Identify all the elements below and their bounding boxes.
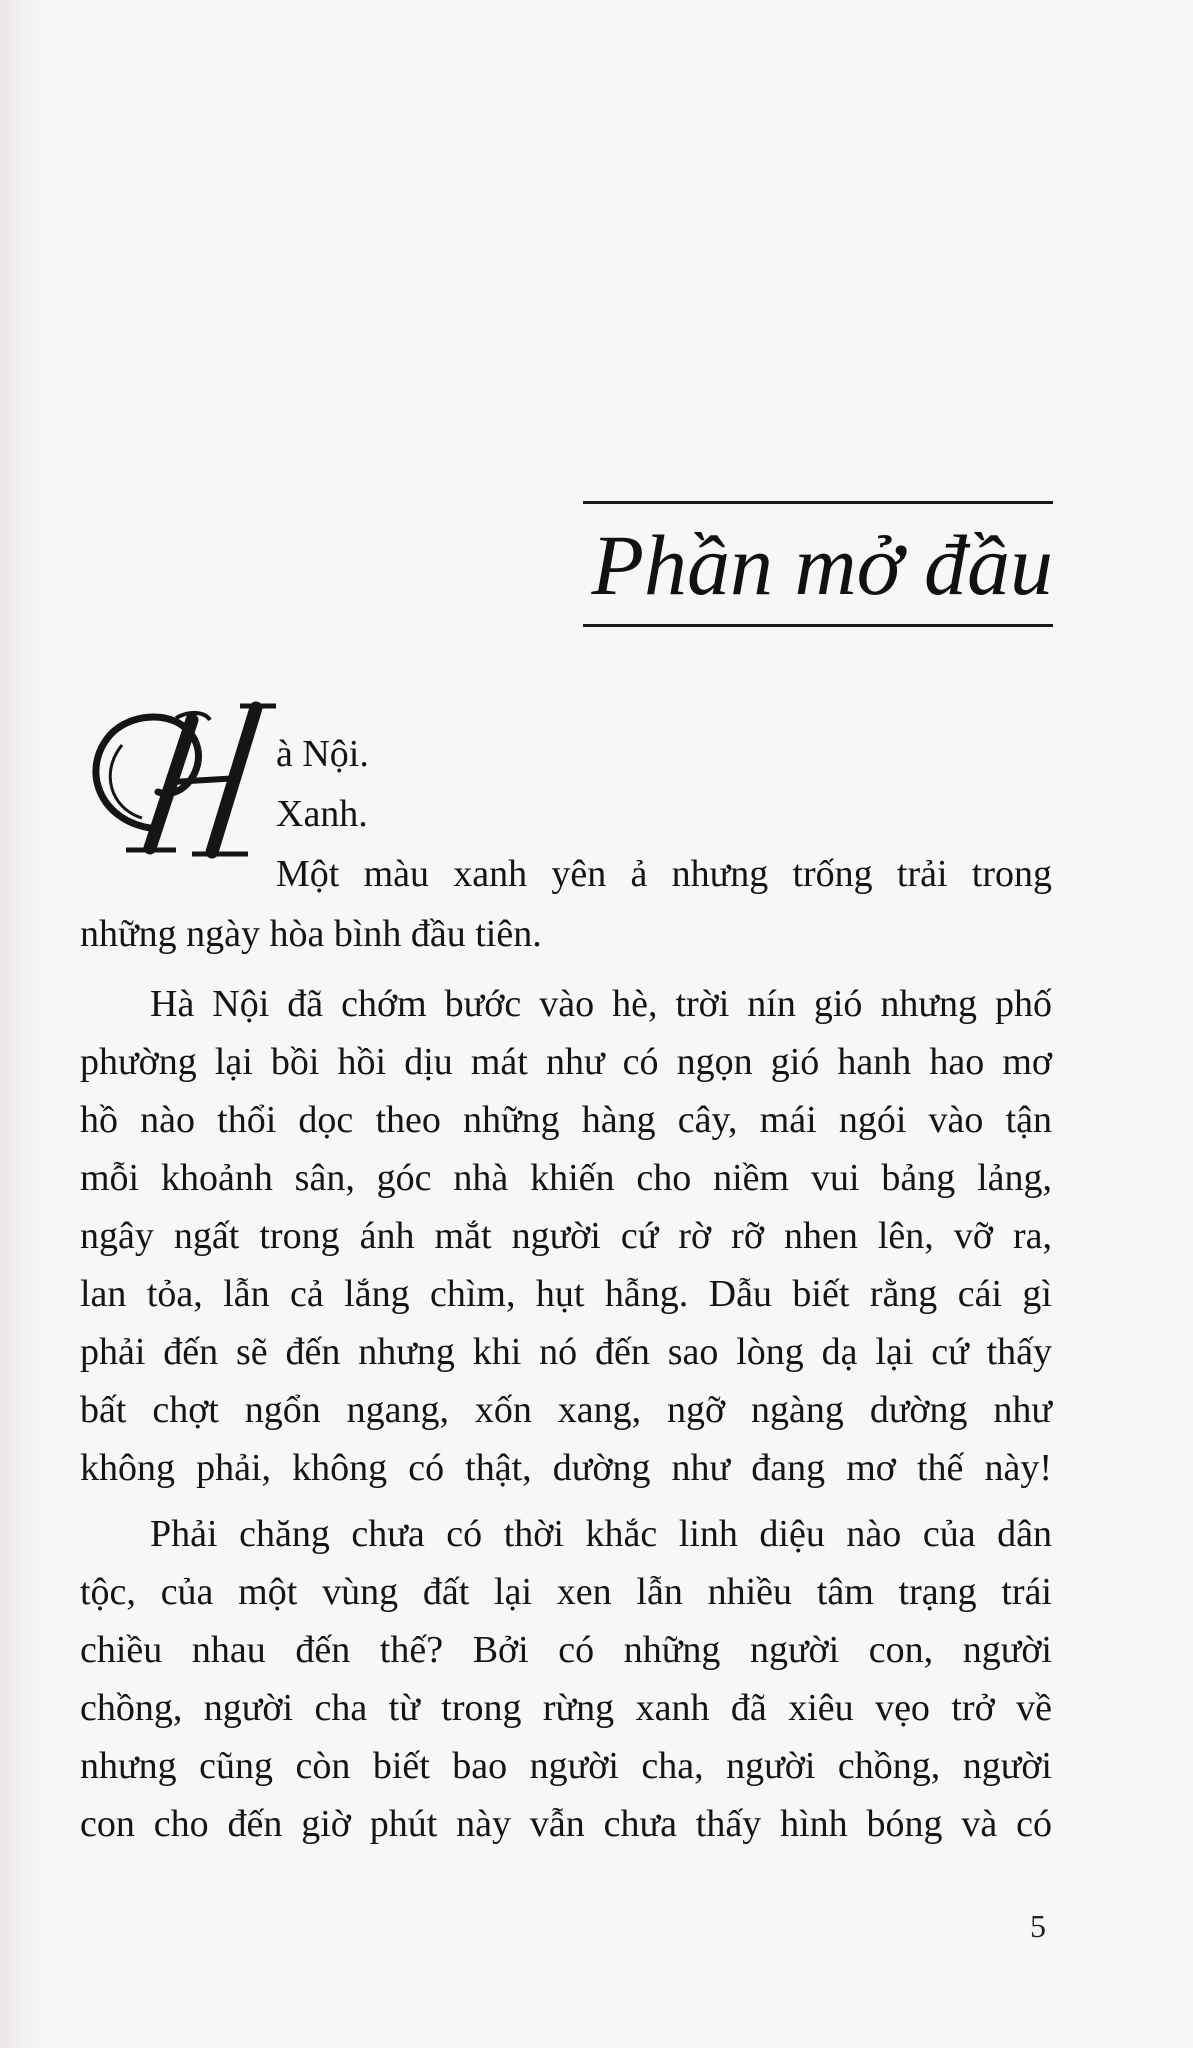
title-rule-top (583, 501, 1053, 504)
drop-cap (80, 700, 280, 870)
drop-cap-h-ornament (80, 700, 280, 870)
paragraph-2-line: hồ nào thổi dọc theo những hàng cây, mái ngói vào tận (80, 1099, 1052, 1141)
spine-shadow (0, 0, 46, 2048)
paragraph-2-line: phường lại bồi hồi dịu mát như có ngọn gió hanh hao mơ (80, 1041, 1052, 1083)
paragraph-3-line: chồng, người cha từ trong rừng xanh đã xiêu vẹo trở về (80, 1687, 1052, 1729)
opening-line-4: những ngày hòa bình đầu tiên. (80, 913, 542, 955)
paragraph-3-line: nhưng cũng còn biết bao người cha, người chồng, người (80, 1745, 1052, 1787)
paragraph-3-line: tộc, của một vùng đất lại xen lẫn nhiều tâm trạng trái (80, 1571, 1052, 1613)
paragraph-2-line: Hà Nội đã chớm bước vào hè, trời nín gió nhưng phố (150, 983, 1052, 1025)
title-rule-bottom (583, 624, 1053, 627)
paragraph-2-line: phải đến sẽ đến nhưng khi nó đến sao lòng dạ lại cứ thấy (80, 1331, 1052, 1373)
paragraph-2-line: không phải, không có thật, dường như đang mơ thế này! (80, 1447, 1052, 1489)
paragraph-2-line: lan tỏa, lẫn cả lắng chìm, hụt hẫng. Dẫu biết rằng cái gì (80, 1273, 1052, 1315)
chapter-title: Phần mở đầu (591, 517, 1053, 613)
paragraph-2-line: ngây ngất trong ánh mắt người cứ rờ rỡ nhen lên, vỡ ra, (80, 1215, 1052, 1257)
page-number: 5 (1030, 1908, 1046, 1944)
opening-line-3: Một màu xanh yên ả nhưng trống trải trong (276, 853, 1052, 895)
paragraph-3-line: chiều nhau đến thế? Bởi có những người con, người (80, 1629, 1052, 1671)
opening-line-2: Xanh. (276, 793, 368, 835)
paragraph-2-line: mỗi khoảnh sân, góc nhà khiến cho niềm vui bảng lảng, (80, 1157, 1052, 1199)
paragraph-3-line: con cho đến giờ phút này vẫn chưa thấy hình bóng và có (80, 1803, 1052, 1845)
paragraph-3-line: Phải chăng chưa có thời khắc linh diệu nào của dân (150, 1513, 1052, 1555)
opening-line-1: à Nội. (276, 733, 369, 775)
paragraph-2-line: bất chợt ngổn ngang, xốn xang, ngỡ ngàng dường như (80, 1389, 1052, 1431)
